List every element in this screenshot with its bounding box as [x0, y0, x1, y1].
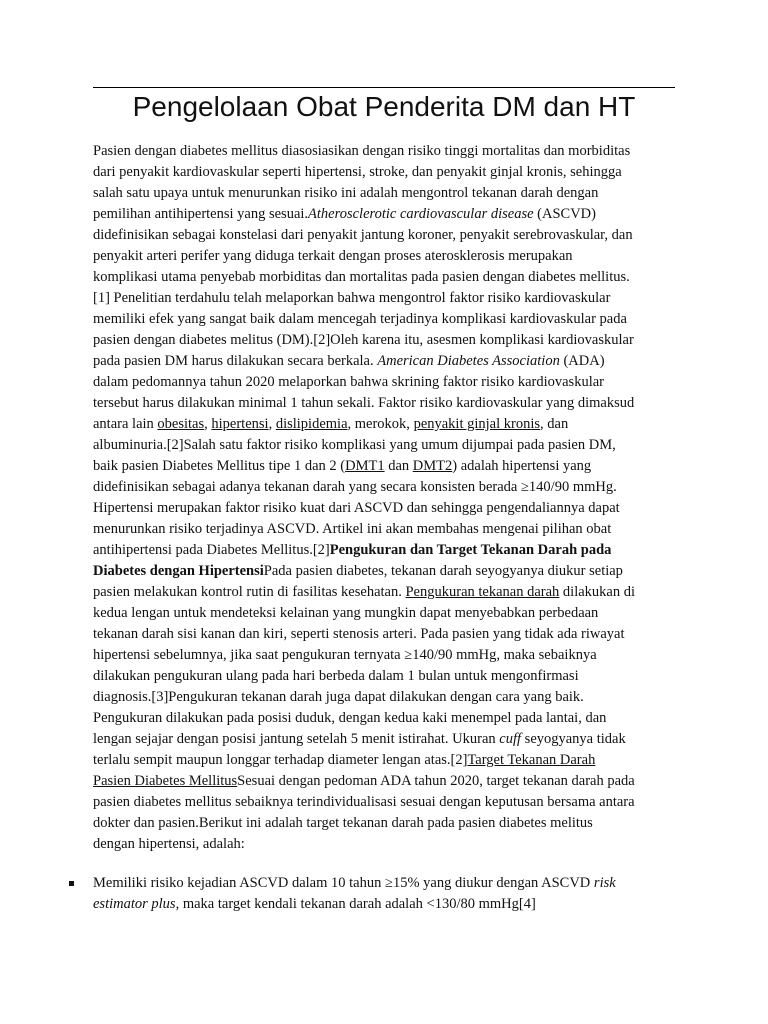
italic-text: estimator plus	[93, 896, 176, 912]
italic-text: risk	[593, 875, 616, 891]
text-line	[93, 729, 683, 750]
text-line	[93, 246, 683, 267]
text-line	[93, 309, 683, 330]
text-run: diagnosis.[3]Pengukuran tekanan darah juga dapat dilakukan dengan cara yang baik.	[93, 689, 584, 705]
text-line	[93, 771, 683, 792]
text-run: pemilihan antihipertensi yang sesuai.	[93, 206, 309, 222]
text-run: pasien diabetes mellitus sebaiknya terindividualisasi sesuai dengan keputusan bersama antara	[93, 794, 635, 810]
text-run: lengan sejajar dengan posisi jantung setelah 5 menit istirahat. Ukuran	[93, 731, 500, 747]
text-run: , merokok,	[347, 416, 414, 432]
text-run: (ASCVD)	[533, 206, 596, 222]
hyperlink[interactable]: DMT2	[412, 458, 453, 474]
hyperlink[interactable]: penyakit ginjal kronis	[413, 416, 541, 432]
text-line	[93, 456, 683, 477]
text-line	[93, 750, 683, 771]
page-title: Pengelolaan Obat Penderita DM dan HT	[132, 91, 636, 122]
text-run: pada pasien DM harus dilakukan secara berkala.	[93, 353, 378, 369]
text-line	[93, 498, 683, 519]
text-run: ) adalah hipertensi yang	[452, 458, 592, 474]
text-run: dilakukan pengukuran ulang pada hari berbeda dalam 1 bulan untuk mengonfirmasi	[93, 668, 579, 684]
italic-text: American Diabetes Association	[377, 353, 560, 369]
bullet-list	[66, 873, 686, 915]
text-line	[93, 267, 683, 288]
text-line	[93, 288, 683, 309]
text-line	[93, 519, 683, 540]
text-line	[93, 204, 683, 225]
hyperlink[interactable]: Pengukuran tekanan darah	[405, 584, 560, 600]
text-run: dilakukan di	[559, 584, 636, 600]
text-run: komplikasi utama penyebab morbiditas dan mortalitas pada pasien dengan diabetes mellitus.	[93, 269, 630, 285]
text-line	[93, 540, 683, 561]
text-line	[93, 351, 683, 372]
text-run: hipertensi sebelumnya, jika saat pengukuran ternyata ≥140/90 mmHg, maka sebaiknya	[93, 647, 597, 663]
text-line	[93, 834, 683, 855]
text-run: dengan hipertensi, adalah:	[93, 836, 245, 852]
text-run: terlalu sempit maupun longgar terhadap diameter lengan atas.[2]	[93, 752, 468, 768]
text-line	[93, 687, 683, 708]
bullet-square-icon	[69, 881, 74, 886]
text-run: , dan	[540, 416, 569, 432]
text-line	[93, 645, 683, 666]
text-run: didefinisikan sebagai adanya tekanan darah yang secara konsisten berada ≥140/90 mmHg.	[93, 479, 617, 495]
text-run: Sesuai dengan pedoman ADA tahun 2020, target tekanan darah pada	[237, 773, 635, 789]
text-line	[93, 477, 683, 498]
hyperlink[interactable]: DMT1	[345, 458, 385, 474]
text-line	[93, 414, 683, 435]
italic-text: Atherosclerotic cardiovascular disease	[308, 206, 534, 222]
text-run: baik pasien Diabetes Mellitus tipe 1 dan 2 (	[93, 458, 346, 474]
bullet-item	[66, 873, 686, 915]
text-run: , maka target kendali tekanan darah adalah <130/80 mmHg[4]	[175, 896, 536, 912]
text-run: (ADA)	[559, 353, 605, 369]
text-run: Memiliki risiko kejadian ASCVD dalam 10 tahun ≥15% yang diukur dengan ASCVD	[93, 875, 594, 891]
text-line	[93, 561, 683, 582]
text-line	[93, 894, 686, 915]
text-run: albuminuria.[2]Salah satu faktor risiko komplikasi yang umum dijumpai pada pasien DM,	[93, 437, 616, 453]
text-run: seyogyanya tidak	[521, 731, 626, 747]
hyperlink[interactable]: hipertensi	[211, 416, 269, 432]
text-run: antihipertensi pada Diabetes Mellitus.[2]	[93, 542, 330, 558]
text-run: Pada pasien diabetes, tekanan darah seyogyanya diukur setiap	[263, 563, 623, 579]
text-run: [1] Penelitian terdahulu telah melaporkan bahwa mengontrol faktor risiko kardiovaskular	[93, 290, 611, 306]
text-run: salah satu upaya untuk menurunkan risiko ini adalah mengontrol tekanan darah dengan	[93, 185, 599, 201]
text-line	[93, 873, 686, 894]
text-run: dalam pedomannya tahun 2020 melaporkan bahwa skrining faktor risiko kardiovaskular	[93, 374, 604, 390]
text-run: Pasien dengan diabetes mellitus diasosiasikan dengan risiko tinggi mortalitas dan morbiditas	[93, 143, 631, 159]
text-line	[93, 603, 683, 624]
text-line	[93, 708, 683, 729]
text-line	[93, 813, 683, 834]
bold-heading-text: Pengukuran dan Target Tekanan Darah pada	[329, 542, 612, 558]
hyperlink[interactable]: Pasien Diabetes Mellitus	[93, 773, 238, 789]
text-run: kedua lengan untuk mendeteksi kelainan yang mungkin dapat menyebabkan perbedaan	[93, 605, 599, 621]
bold-heading-text: Diabetes dengan Hipertensi	[93, 563, 264, 579]
text-run: ,	[204, 416, 212, 432]
text-line	[93, 183, 683, 204]
text-run: tekanan darah sisi kanan dan kiri, seperti stenosis arteri. Pada pasien yang tidak ada riwayat	[93, 626, 625, 642]
text-line	[93, 162, 683, 183]
italic-text: cuff	[499, 731, 522, 747]
text-line	[93, 792, 683, 813]
text-run: dari penyakit kardiovaskular seperti hipertensi, stroke, dan penyakit ginjal kronis, sehingga	[93, 164, 622, 180]
text-line	[93, 624, 683, 645]
text-run: Pengukuran dilakukan pada posisi duduk, dengan kedua kaki menempel pada lantai, dan	[93, 710, 607, 726]
text-run: ,	[268, 416, 276, 432]
article-body	[93, 141, 683, 855]
text-line	[93, 393, 683, 414]
text-run: antara lain	[93, 416, 158, 432]
text-line	[93, 141, 683, 162]
text-run: pasien dengan diabetes melitus (DM).[2]Oleh karena itu, asesmen komplikasi kardiovaskular	[93, 332, 634, 348]
text-run: memiliki efek yang sangat baik dalam mencegah terjadinya komplikasi kardiovaskular pada	[93, 311, 627, 327]
text-line	[93, 330, 683, 351]
text-line	[93, 582, 683, 603]
text-line	[93, 225, 683, 246]
text-run: tersebut harus dilakukan minimal 1 tahun sekali. Faktor risiko kardiovaskular yang dimaksud	[93, 395, 635, 411]
text-run: menurunkan risiko terjadinya ASCVD. Artikel ini akan membahas mengenai pilihan obat	[93, 521, 612, 537]
text-line	[93, 435, 683, 456]
text-run: penyakit arteri perifer yang diduga terkait dengan proses aterosklerosis merupakan	[93, 248, 573, 264]
text-run: Hipertensi merupakan faktor risiko kuat dari ASCVD dan sehingga pengendaliannya dapat	[93, 500, 620, 516]
hyperlink[interactable]: dislipidemia	[275, 416, 348, 432]
hyperlink[interactable]: obesitas	[157, 416, 205, 432]
text-line	[93, 372, 683, 393]
hyperlink[interactable]: Target Tekanan Darah	[467, 752, 596, 768]
text-run: didefinisikan sebagai konstelasi dari penyakit jantung koroner, penyakit serebrovaskular, dan	[93, 227, 633, 243]
text-line	[93, 666, 683, 687]
text-run: dan	[384, 458, 413, 474]
text-run: dokter dan pasien.Berikut ini adalah target tekanan darah pada pasien diabetes melitus	[93, 815, 593, 831]
text-run: pasien melakukan kontrol rutin di fasilitas kesehatan.	[93, 584, 406, 600]
